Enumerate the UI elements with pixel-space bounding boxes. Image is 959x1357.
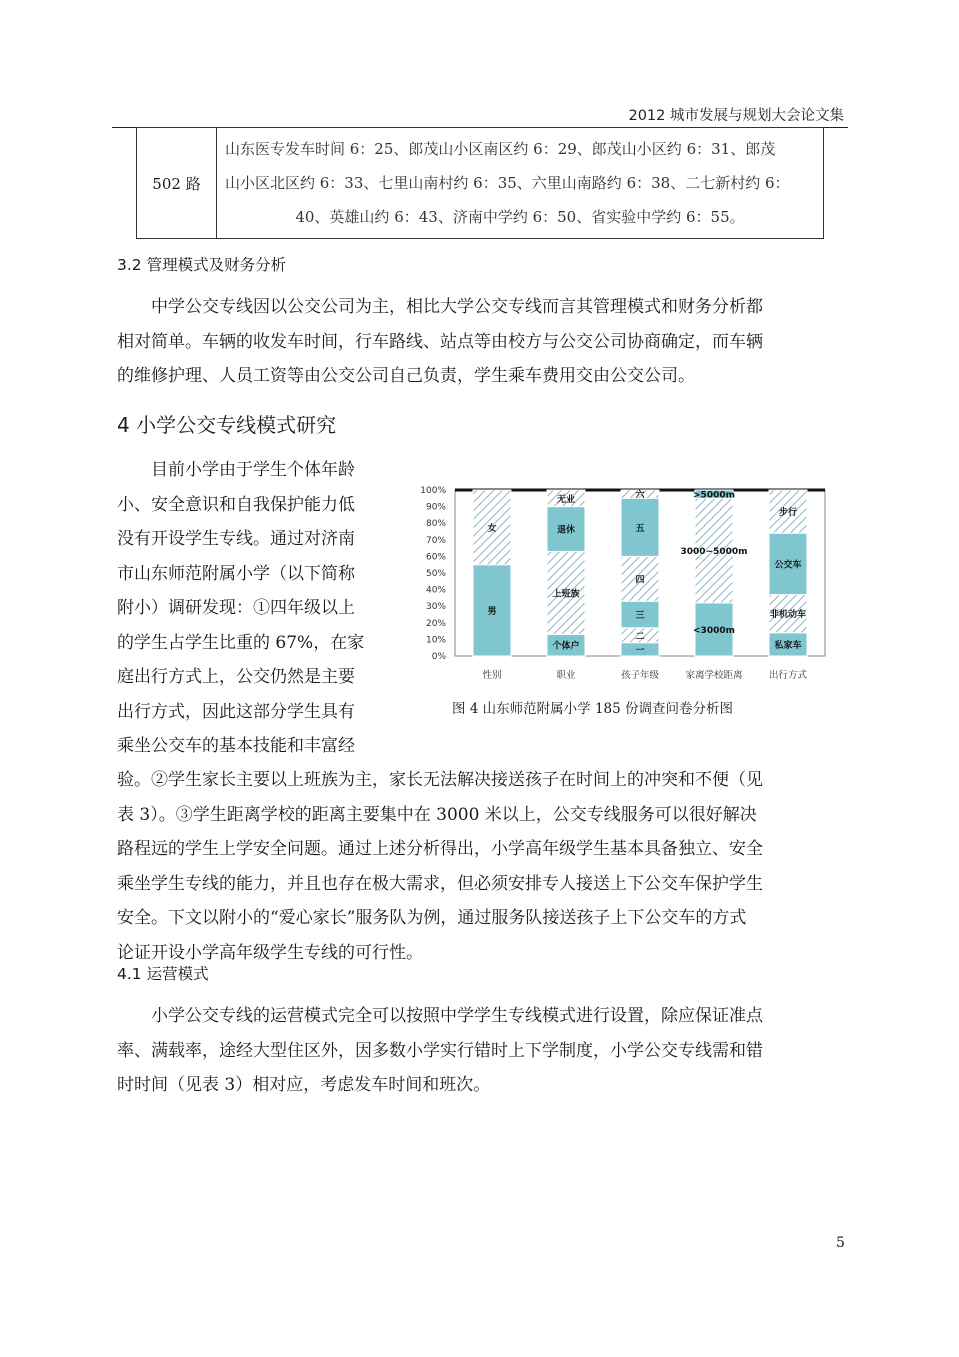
paragraph-line: 中学公交专线因以公交公司为主，相比大学公交专线而言其管理模式和财务分析都 [151,297,763,317]
y-tick-label: 40% [425,585,446,596]
y-tick-label: 50% [425,569,446,579]
x-tick-label: 性别 [482,670,502,681]
paragraph-line: 乘坐学生专线的能力，并且也存在极大需求，但必须安排专人接送上下公交车保护学生 [117,873,763,894]
section-4-wrapped-paragraph [117,453,397,764]
paragraph-line: 出行方式，因此这部分学生具有 [117,701,355,722]
segment-label: 私家车 [774,640,802,651]
paragraph-line: 表 3）。③学生距离学校的距离主要集中在 3000 米以上，公交专线服务可以很好解决 [117,804,757,825]
paragraph-line: 验。②学生家长主要以上班族为主，家长无法解决接送孩子在时间上的冲突和不便（见 [117,770,763,790]
route-stops-line: 40、英雄山约 6：43、济南中学约 6：50、省实验中学约 6：55。 [295,208,745,226]
section-heading-4-1: 4.1 运营模式 [117,965,209,983]
y-tick-label: 60% [425,552,446,563]
section-3-2-paragraph [117,290,842,394]
paragraph-line: 没有开设学生专线。通过对济南 [117,529,355,549]
segment-label: 上班族 [552,589,580,600]
paragraph-line: 论证开设小学高年级学生专线的可行性。 [117,942,423,963]
paragraph-line: 率、满载率，途经大型住区外，因多数小学实行错时上下学制度，小学公交专线需和错 [117,1040,763,1061]
segment-label: 女 [487,523,497,534]
segment-label: 四 [635,575,645,586]
table-row [137,128,824,239]
segment-label: >5000m [693,490,735,501]
segment-label: 男 [487,606,497,617]
y-tick-label: 30% [425,602,446,613]
y-tick-label: 100% [420,486,446,496]
paragraph-line: 目前小学由于学生个体年龄 [151,460,355,480]
y-tick-label: 20% [425,618,446,629]
y-tick-label: 0% [431,652,446,662]
section-heading-3-2: 3.2 管理模式及财务分析 [117,256,287,274]
segment-label: 一 [635,645,645,656]
paragraph-line: 小、安全意识和自我保护能力低 [117,494,355,515]
route-name-cell: 502 路 [137,128,217,239]
x-tick-label: 孩子年级 [620,670,660,681]
y-tick-label: 80% [425,519,446,530]
section-4-paragraph-continued [117,763,842,970]
paragraph-line: 附小）调研发现：①四年级以上 [117,598,355,618]
y-tick-label: 10% [425,635,446,646]
section-4-1-paragraph [117,999,842,1103]
segment-label: 非机动车 [769,610,807,621]
paragraph-line: 的学生占学生比重的 67%，在家 [117,632,365,653]
paragraph-line: 小学公交专线的运营模式完全可以按照中学学生专线模式进行设置，除应保证准点 [151,1006,763,1026]
page-number: 5 [836,1235,845,1251]
paragraph-line: 路程远的学生上学安全问题。通过上述分析得出，小学高年级学生基本具备独立、安全 [117,839,763,859]
segment-label: 三 [635,611,645,621]
paragraph-line: 市山东师范附属小学（以下简称 [117,563,355,584]
figure-caption: 图 4 山东师范附属小学 185 份调查问卷分析图 [452,701,734,717]
segment-label: 无业 [556,494,576,505]
segment-label: 3000~5000m [680,547,748,558]
x-tick-label: 出行方式 [768,670,808,681]
x-tick-label: 家离学校距离 [685,670,743,681]
section-heading-4: 4 小学公交专线模式研究 [117,413,337,437]
paragraph-line: 的维修护理、人员工资等由公交公司自己负责，学生乘车费用交由公交公司。 [117,366,695,386]
paragraph-line: 相对简单。车辆的收发车时间，行车路线、站点等由校方与公交公司协商确定，而车辆 [117,331,763,352]
segment-label: 个体户 [552,641,580,652]
segment-label: 公交车 [774,560,802,571]
segment-label: 步行 [778,508,798,519]
segment-label: 六 [635,490,645,501]
segment-label: 五 [635,523,645,534]
x-tick-label: 职业 [556,670,576,681]
paragraph-line: 安全。下文以附小的“爱心家长”服务队为例，通过服务队接送孩子上下公交车的方式 [117,908,747,928]
route-table [136,127,824,239]
y-tick-label: 90% [425,502,446,513]
segment-label: 二 [635,631,645,642]
route-stops-line: 山小区北区约 6：33、七里山南村约 6：35、六里山南路约 6：38、二七新村约 6： [225,174,790,192]
route-stops-line: 山东医专发车时间 6：25、郎茂山小区南区约 6：29、郎茂山小区约 6：31、郎茂 [225,140,776,158]
survey-stacked-bar-chart [410,480,830,685]
paragraph-line: 乘坐公交车的基本技能和丰富经 [117,736,355,756]
running-header: 2012 城市发展与规划大会论文集 [628,108,844,124]
paragraph-line: 庭出行方式上，公交仍然是主要 [117,667,355,687]
y-tick-label: 70% [425,535,446,546]
segment-label: 退休 [556,525,576,536]
route-stops-cell [217,128,824,239]
segment-label: <3000m [693,625,735,636]
paragraph-line: 时时间（见表 3）相对应，考虑发车时间和班次。 [117,1075,491,1095]
